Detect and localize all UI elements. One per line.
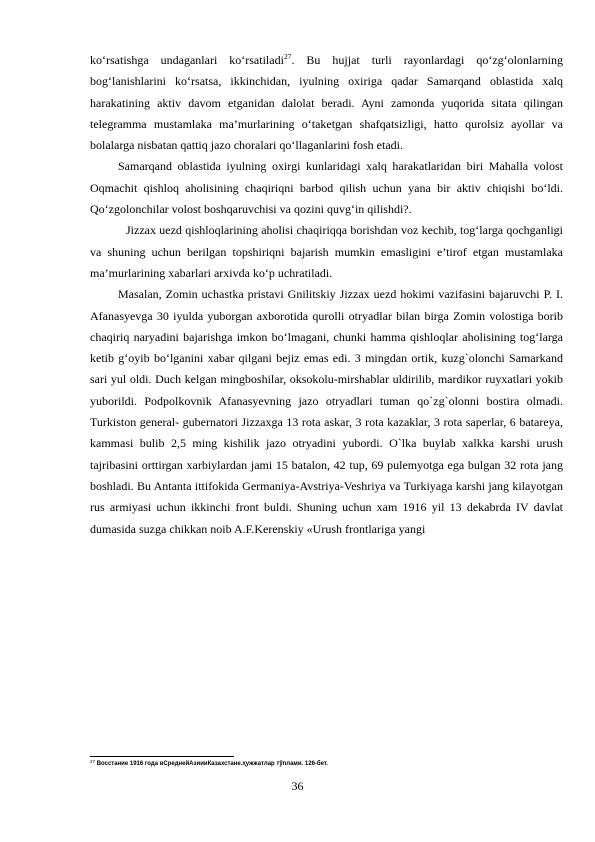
footnote-separator — [90, 756, 234, 757]
footnote — [90, 760, 563, 768]
paragraph-1-text-before: ko‘rsatishga undaganlari ko‘rsatiladi — [90, 53, 284, 67]
footnote-text: Восстание 1916 года вСреднейАзиииКазахстане.ҳужжатлар тўплами. 126-бет. — [96, 761, 328, 767]
footnote-number: 27 — [90, 759, 96, 764]
paragraph-1-text-after: . Bu hujjat turli rayonlardagi qo‘zg‘olonlarning bog‘lanishlarini ko‘rsatsa, ikkinchidan, iyulning oxiriga qadar Samarqand oblastida xalq harakatining aktiv davom etganidan dalolat beradi. Ayni zamonda yuqorida sitata qilingan telegramma mustamlaka ma’murlarining o‘taketgan shafqatsizligi, hatto qurolsiz ayollar va bolalarga nisbatan qattiq jazo choralari qo‘llaganlarini fosh etadi. — [90, 53, 563, 153]
paragraph-1 — [90, 50, 563, 156]
paragraph-3: Jizzax uezd qishloqlarining aholisi chaqiriqqa borishdan voz kechib, tog‘larga qochganligi va shuning uchun berilgan topshiriqni bajarish mumkin emasligini e’tirof etgan mustamlaka ma’murlarining xabarlari arxivda ko‘p uchratiladi. — [90, 223, 563, 280]
page-number: 36 — [291, 779, 304, 793]
footnote-reference: 27 — [283, 52, 292, 61]
body-text — [90, 50, 563, 540]
paragraph-2: Samarqand oblastida iyulning oxirgi kunlaridagi xalq harakatlaridan biri Mahalla volost Oqmachit qishloq aholisining chaqiriqni barbod qilish uchun yana bir aktiv chiqishi bo‘ldi. Qo‘zgolonchilar volost boshqaruvchisi va qozini quvg‘in qilishdi?. — [90, 159, 563, 217]
paragraph-4: Masalan, Zomin uchastka pristavi Gnilitskiy Jizzax uezd hokimi vazifasini bajaruvchi P. I. Afanasyevga 30 iyulda yuborgan axborotida qurolli otryadlar bilan birga Zomin volostiga borib chaqiriq naryadini bajarishga imkon bo‘lmagani, chunki hamma qishloqlar aholisining tog‘larga ketib g‘oyib bo‘lganini xabar qilgani bejiz emas edi. 3 mingdan ortik, kuzg`olonchi Samarkand sari yul oldi. Duch kelgan mingboshilar, oksokolu-mirshablar uldirilib, mardikor ruyxatlari yokib yuborildi. Podpolkovnik Afanasyevning jazo otryadlari tuman qo`zg`olonni bostira olmadi. Turkiston general- gubernatori Jizzaxga 13 rota askar, 3 rota kazaklar, 3 rota saperlar, 6 batareya, kammasi bulib 2,5 ming kishilik jazo otryadini yubordi. O`lka buylab xalkka karshi urush tajribasini orttirgan xarbiylardan jami 15 batalon, 42 tup, 69 pulemyotga ega bulgan 32 rota jang boshladi. Bu Antanta ittifokida Germaniya-Avstriya-Veshriya va Turkiyaga karshi jang kilayotgan rus armiyasi uchun ikkinchi front buldi. Shuning uchun xam 1916 yil 13 dekabrda IV davlat dumasida suzga chikkan noib A.F.Kerenskiy «Urush frontlariga yangi — [90, 287, 563, 536]
